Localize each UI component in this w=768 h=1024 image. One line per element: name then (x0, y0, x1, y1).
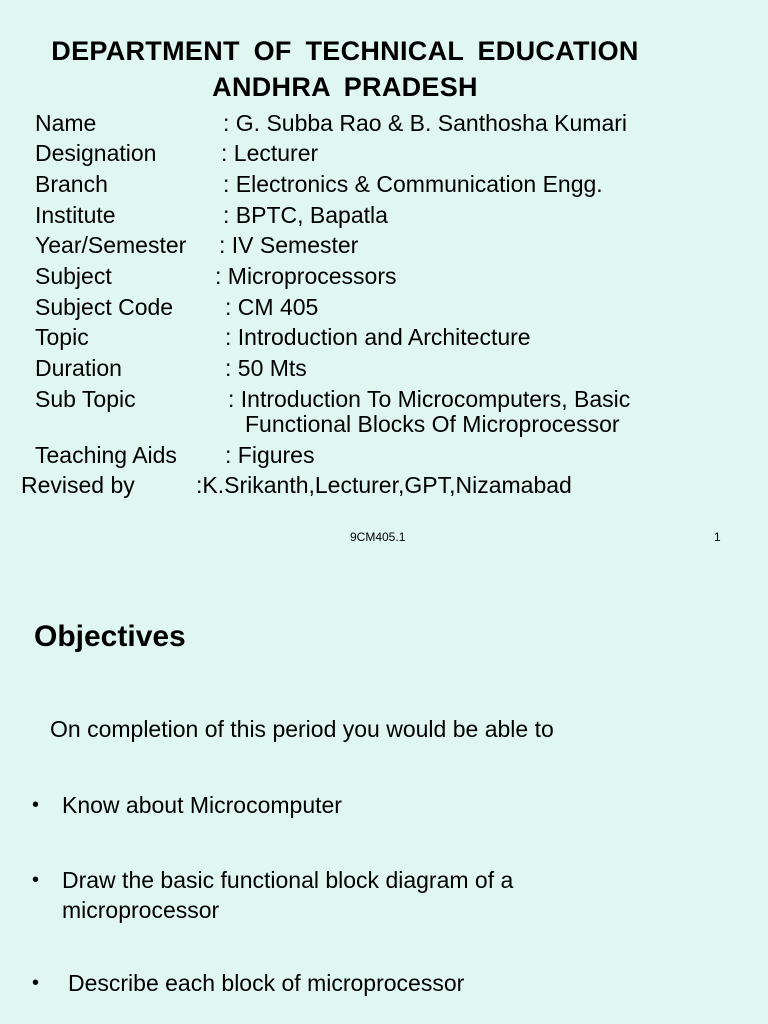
info-label: Duration (35, 355, 122, 381)
info-value: : Figures (225, 442, 315, 468)
info-value: : G. Subba Rao & B. Santhosha Kumari (223, 110, 628, 136)
info-label: Revised by (21, 472, 135, 498)
bullet-icon: • (32, 794, 40, 816)
objectives-heading: Objectives (34, 620, 186, 653)
info-label: Designation (35, 140, 157, 166)
bullet-icon: • (32, 972, 40, 994)
list-item-text: Know about Microcomputer (62, 792, 342, 818)
list-item-text: Draw the basic functional block diagram of a (62, 867, 514, 893)
info-label: Sub Topic (35, 386, 136, 412)
info-label: Subject (35, 263, 112, 289)
page-number: 1 (714, 530, 721, 544)
info-value: :K.Srikanth,Lecturer,GPT,Nizamabad (196, 472, 572, 498)
info-value: : Electronics & Communication Engg. (223, 171, 603, 197)
info-value: : Lecturer (221, 140, 319, 166)
department-title: DEPARTMENT OF TECHNICAL EDUCATION (51, 36, 639, 66)
info-value: : Microprocessors (215, 263, 397, 289)
info-label: Topic (35, 324, 89, 350)
info-label: Institute (35, 202, 116, 228)
slide-code: 9CM405.1 (350, 530, 406, 544)
info-value: : IV Semester (219, 232, 359, 258)
objectives-intro: On completion of this period you would be able to (50, 716, 554, 742)
info-value: : 50 Mts (225, 355, 307, 381)
info-label: Name (35, 110, 97, 136)
list-item-text-continued: microprocessor (62, 897, 220, 923)
info-label: Subject Code (35, 294, 174, 320)
info-value: : Introduction and Architecture (225, 324, 531, 350)
info-value: : BPTC, Bapatla (223, 202, 388, 228)
info-value: : Introduction To Microcomputers, Basic (228, 386, 631, 412)
info-label: Branch (35, 171, 108, 197)
bullet-icon: • (32, 869, 40, 891)
list-item-text: Describe each block of microprocessor (68, 970, 465, 996)
objectives-slide (0, 570, 768, 1024)
info-value: : CM 405 (225, 294, 319, 320)
state-title: ANDHRA PRADESH (212, 72, 478, 102)
info-label: Teaching Aids (35, 442, 177, 468)
info-label: Year/Semester (35, 232, 187, 258)
info-value-continued: Functional Blocks Of Microprocessor (245, 411, 620, 437)
